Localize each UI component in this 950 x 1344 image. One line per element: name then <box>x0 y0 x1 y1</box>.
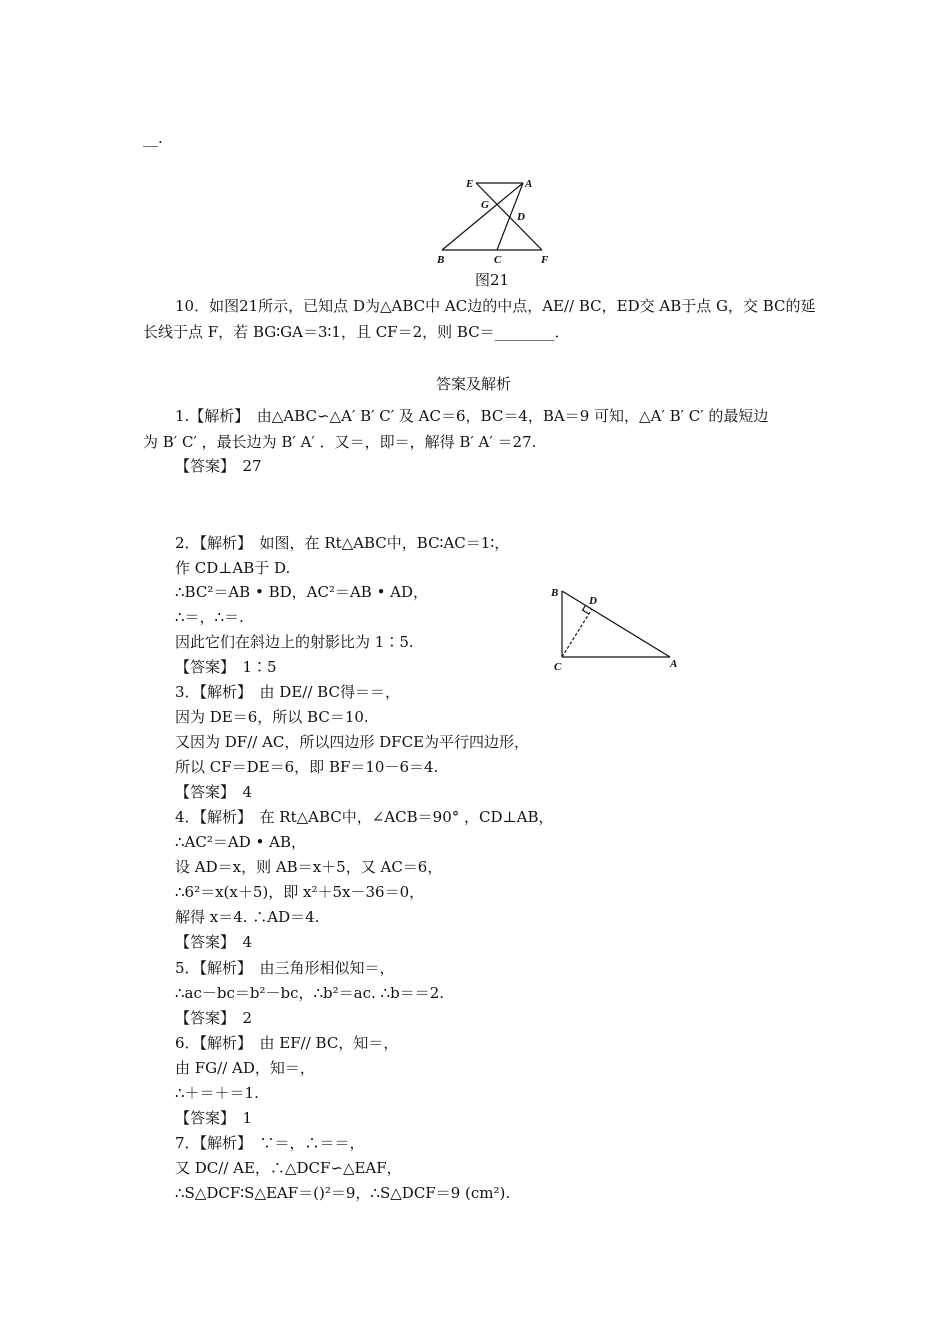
label-d: D <box>589 595 597 607</box>
label-c: C <box>554 661 562 672</box>
answer-5-result: 【答案】 2 <box>175 1009 253 1027</box>
answer-7-line-1: 7．【解析】 ∵＝，∴＝＝， <box>175 1134 365 1152</box>
label-c: C <box>494 254 502 266</box>
answer-5-line-2: ∴ac－bc＝b²－bc，∴b²＝ac. ∴b＝＝2. <box>175 984 445 1002</box>
answer-1-line-1: 1.【解析】 由△ABC∽△A′ B′ C′ 及 AC＝6，BC＝4，BA＝9 可知，△A′ B′ C′ 的最短边 <box>175 407 769 425</box>
answer-3-result: 【答案】 4 <box>175 783 253 801</box>
label-a: A <box>670 658 678 670</box>
answer-1-result: 【答案】 27 <box>175 457 262 475</box>
answer-6-line-1: 6．【解析】 由 EF// BC，知＝， <box>175 1034 399 1052</box>
figure-21 <box>430 172 560 267</box>
question-10-line-2: 长线于点 F，若 BG∶GA＝3∶1，且 CF＝2，则 BC＝________． <box>143 323 570 341</box>
answer-2-line-4: ∴＝，∴＝. <box>175 608 244 626</box>
answer-2-result: 【答案】 1∶5 <box>175 658 277 676</box>
answers-section-title: 答案及解析 <box>436 375 512 393</box>
answer-3-line-1: 3．【解析】 由 DE// BC得＝＝， <box>175 683 400 701</box>
answer-4-line-3: 设 AD＝x，则 AB＝x＋5，又 AC＝6， <box>175 858 443 876</box>
answer-4-line-1: 4．【解析】 在 Rt△ABC中，∠ACB＝90° ，CD⊥AB， <box>175 808 554 826</box>
answer-4-line-5: 解得 x＝4. ∴AD＝4. <box>175 908 320 926</box>
figure-21-caption: 图21 <box>475 271 510 289</box>
answer-6-line-3: ∴＋＝＋＝1. <box>175 1084 259 1102</box>
label-d: D <box>517 211 525 223</box>
label-g: G <box>481 199 489 211</box>
label-a: A <box>525 178 533 190</box>
top-answer-blank: __. <box>143 129 163 147</box>
answer-3-line-2: 因为 DE＝6，所以 BC＝10. <box>175 708 369 726</box>
answer-7-line-2: 又 DC// AE，∴△DCF∽△EAF， <box>175 1159 402 1177</box>
question-10-line-1: 10．如图21所示，已知点 D为△ABC中 AC边的中点，AE// BC，ED交 AB于点 G，交 BC的延 <box>175 297 816 315</box>
answer-6-line-2: 由 FG// AD，知＝， <box>175 1059 315 1077</box>
answer-4-result: 【答案】 4 <box>175 933 253 951</box>
label-b: B <box>437 254 445 266</box>
segment-cd-dashed <box>562 609 592 657</box>
figure-right-triangle <box>548 582 683 672</box>
answer-1-line-2: 为 B′ C′ ，最长边为 B′ A′ ．又＝，即＝，解得 B′ A′ ＝27. <box>143 433 537 451</box>
answer-2-line-5: 因此它们在斜边上的射影比为 1∶5. <box>175 633 414 651</box>
answer-3-line-4: 所以 CF＝DE＝6，即 BF＝10－6＝4. <box>175 758 439 776</box>
answer-2-line-1: 2．【解析】 如图，在 Rt△ABC中，BC∶AC＝1∶， <box>175 534 510 552</box>
segment-ef <box>476 183 542 250</box>
answer-4-line-4: ∴6²＝x(x＋5)，即 x²＋5x－36＝0， <box>175 883 425 901</box>
answer-5-line-1: 5．【解析】 由三角形相似知＝， <box>175 959 395 977</box>
label-e: E <box>466 178 474 190</box>
segment-ba <box>562 591 670 657</box>
answer-3-line-3: 又因为 DF// AC，所以四边形 DFCE为平行四边形， <box>175 733 530 751</box>
answer-2-line-3: ∴BC²＝AB • BD，AC²＝AB • AD， <box>175 583 429 601</box>
label-b: B <box>551 587 559 599</box>
answer-2-line-2: 作 CD⊥AB于 D. <box>175 559 291 577</box>
segment-ab <box>442 183 523 250</box>
answer-4-line-2: ∴AC²＝AD • AB， <box>175 833 306 851</box>
label-f: F <box>541 254 549 266</box>
answer-7-line-3: ∴S△DCF∶S△EAF＝()²＝9，∴S△DCF＝9 (cm²). <box>175 1184 511 1202</box>
answer-6-result: 【答案】 1 <box>175 1109 253 1127</box>
